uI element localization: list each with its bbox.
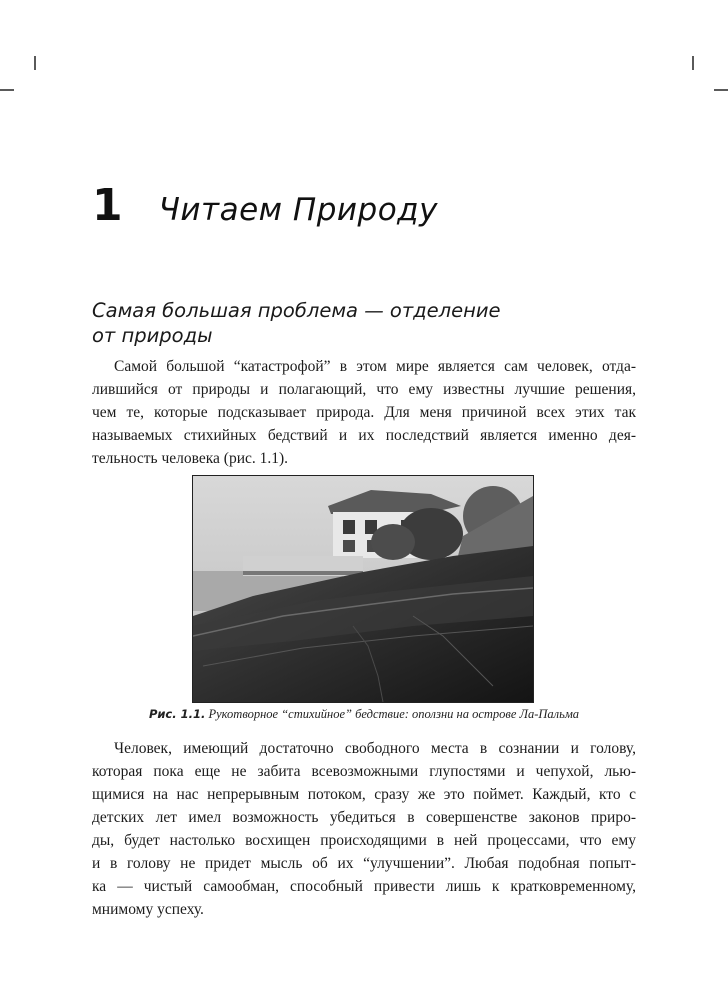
paragraph-line: лившийся от природы и полагающий, что ему известны лучшие решения, [92, 381, 636, 398]
paragraph-line: щимися на нас непрерывным потоком, сразу же это поймет. Каждый, кто с [92, 786, 636, 803]
paragraph-line: ка — чистый самообман, способный привести лишь к кратковременному, [92, 878, 636, 895]
figure-caption-label: Рис. 1.1. [148, 707, 206, 721]
crop-mark-top-left-vertical [34, 56, 36, 70]
paragraph-line: мнимому успеху. [92, 901, 204, 918]
paragraph-line: детских лет имел возможность убедиться в совершенстве законов приро- [92, 809, 636, 826]
chapter-title: Читаем Природу [158, 192, 438, 228]
figure-caption [92, 707, 636, 722]
body-paragraph [92, 737, 636, 921]
paragraph-line: которая пока еще не забита всевозможными глупостями и чепухой, лью- [92, 763, 636, 780]
crop-mark-top-right-horizontal [714, 89, 728, 91]
paragraph-line: ды, будет настолько восхищен происходящими в ней процессами, что ему [92, 832, 636, 849]
section-title-line: от природы [92, 324, 213, 347]
paragraph-line: называемых стихийных бедствий и их последствий является именно дея- [92, 427, 636, 444]
crop-mark-top-left-horizontal [0, 89, 14, 91]
paragraph-line: и в голову не придет мысль об их “улучшении”. Любая подобная попыт- [92, 855, 636, 872]
chapter-heading [92, 180, 438, 231]
paragraph-line: тельность человека (рис. 1.1). [92, 450, 289, 467]
chapter-number: 1 [92, 180, 123, 231]
paragraph-line: чем те, которые подсказывает природа. Для меня причиной всех этих так [92, 404, 636, 421]
paragraph-line: Человек, имеющий достаточно свободного места в сознании и голову, [114, 740, 636, 757]
crop-mark-top-right-vertical [692, 56, 694, 70]
section-title-line: Самая большая проблема — отделение [92, 299, 501, 322]
figure-caption-text: Рукотворное “стихийное” бедствие: оползни на острове Ла-Пальма [208, 707, 580, 721]
landslide-photo [192, 475, 534, 703]
body-paragraph [92, 355, 636, 470]
paragraph-line: Самой большой “катастрофой” в этом мире является сам человек, отда- [114, 358, 636, 375]
section-title [92, 298, 612, 348]
